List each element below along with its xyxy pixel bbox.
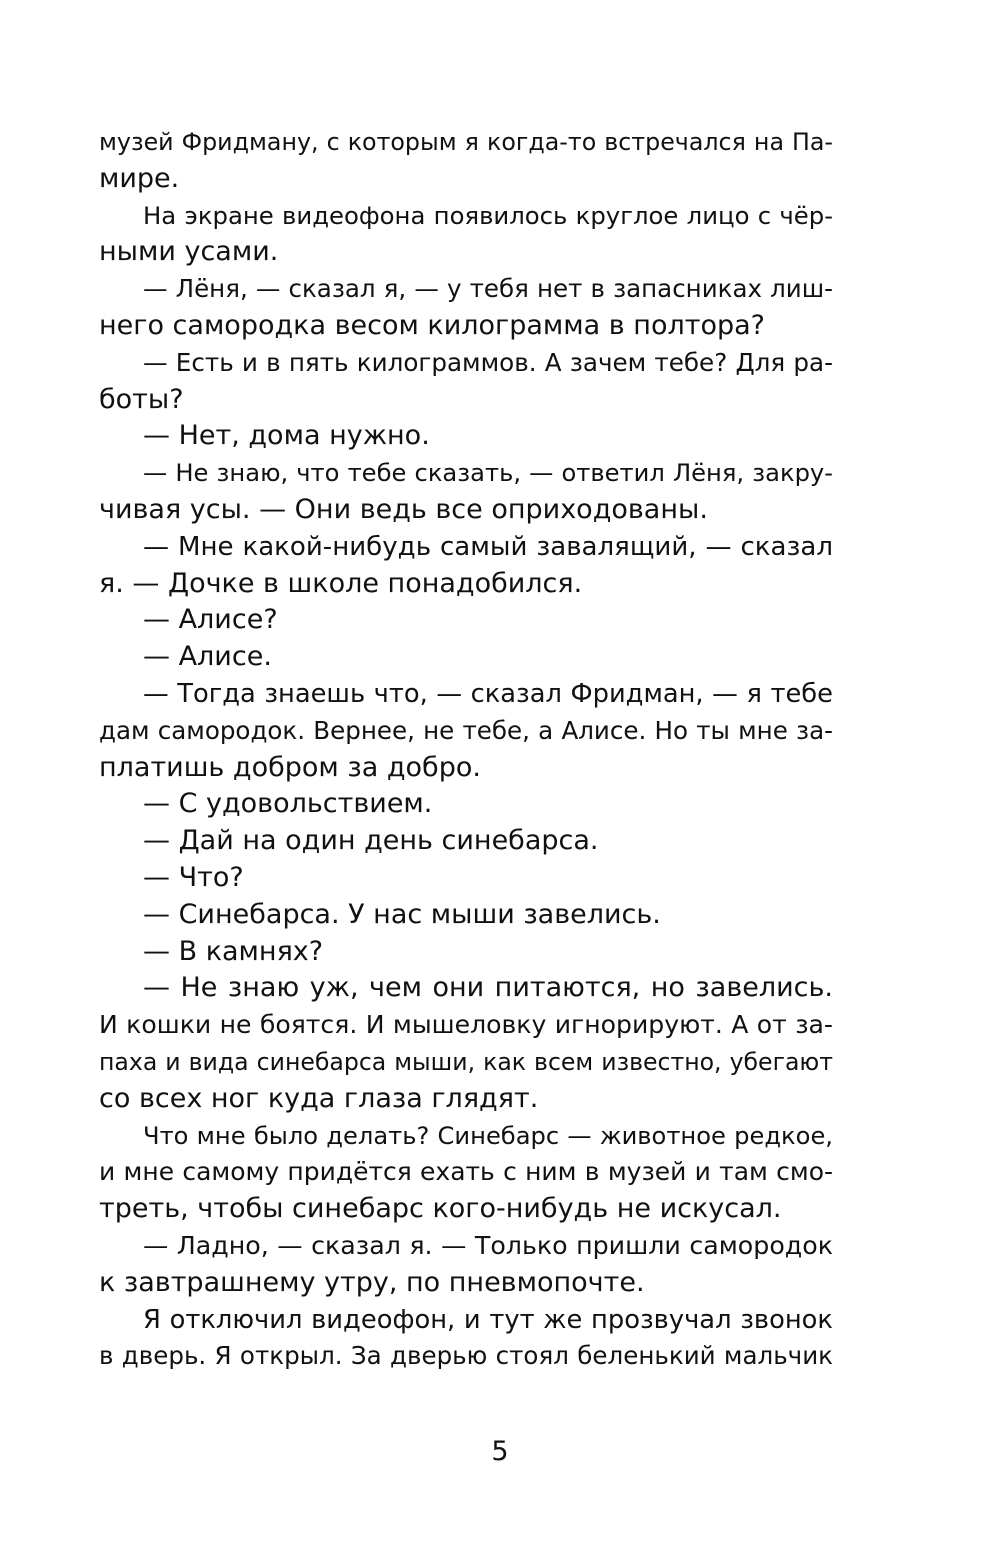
text-line: к завтрашнему утру, по пневмопочте. — [99, 1266, 645, 1298]
text-line: чивая усы. — Они ведь все оприходованы. — [99, 493, 708, 525]
text-line: — Ладно, — сказал я. — Только пришли самородок — [143, 1230, 833, 1260]
text-line: — Синебарса. У нас мыши завелись. — [143, 898, 661, 930]
text-line: На экране видеофона появилось круглое лицо с чёр- — [143, 200, 833, 230]
text-line: со всех ног куда глаза глядят. — [99, 1082, 539, 1114]
text-line: я. — Дочке в школе понадобился. — [99, 567, 583, 599]
text-line: паха и вида синебарса мыши, как всем известно, убегают — [99, 1047, 833, 1076]
text-line: — Тогда знаешь что, — сказал Фридман, — я тебе — [143, 678, 833, 709]
text-line: — Не знаю уж, чем они питаются, но завелись. — [143, 972, 833, 1004]
page-number: 5 — [491, 1436, 509, 1467]
text-line: в дверь. Я открыл. За дверью стоял беленький мальчик — [99, 1341, 833, 1371]
text-line: дам самородок. Вернее, не тебе, а Алисе. Но ты мне за- — [99, 715, 833, 745]
text-line: — В камнях? — [143, 935, 324, 967]
text-line: треть, чтобы синебарс кого-нибудь не искусал. — [99, 1193, 782, 1225]
text-line: — Мне какой-нибудь самый завалящий, — сказал — [143, 531, 833, 562]
text-line: Что мне было делать? Синебарс — животное редкое, — [143, 1121, 833, 1150]
text-line: Я отключил видеофон, и тут же прозвучал звонок — [143, 1304, 833, 1335]
text-line: ными усами. — [99, 236, 279, 268]
text-line: — Что? — [143, 861, 244, 893]
text-line: И кошки не боятся. И мышеловку игнорируют. А от за- — [99, 1010, 833, 1040]
text-line: — Дай на один день синебарса. — [143, 825, 599, 857]
text-line: — Алисе. — [143, 641, 272, 673]
text-line: — Нет, дома нужно. — [143, 420, 430, 452]
text-line: — Есть и в пять килограммов. А зачем тебе? Для ра- — [143, 347, 833, 377]
text-line: него самородка весом килограмма в полтора? — [99, 309, 765, 341]
page-body-text — [99, 124, 833, 1375]
text-line: — Лёня, — сказал я, — у тебя нет в запасниках лиш- — [143, 274, 833, 304]
text-line: — Не знаю, что тебе сказать, — ответил Лёня, закру- — [143, 459, 833, 488]
text-line: боты? — [99, 383, 184, 415]
text-line: мире. — [99, 162, 180, 194]
text-line: музей Фридману, с которым я когда-то встречался на Па- — [99, 128, 833, 156]
text-line: — С удовольствием. — [143, 788, 433, 820]
text-line: и мне самому придётся ехать с ним в музей и там смо- — [99, 1157, 833, 1187]
text-line: платишь добром за добро. — [99, 751, 481, 783]
text-line: — Алисе? — [143, 604, 278, 636]
